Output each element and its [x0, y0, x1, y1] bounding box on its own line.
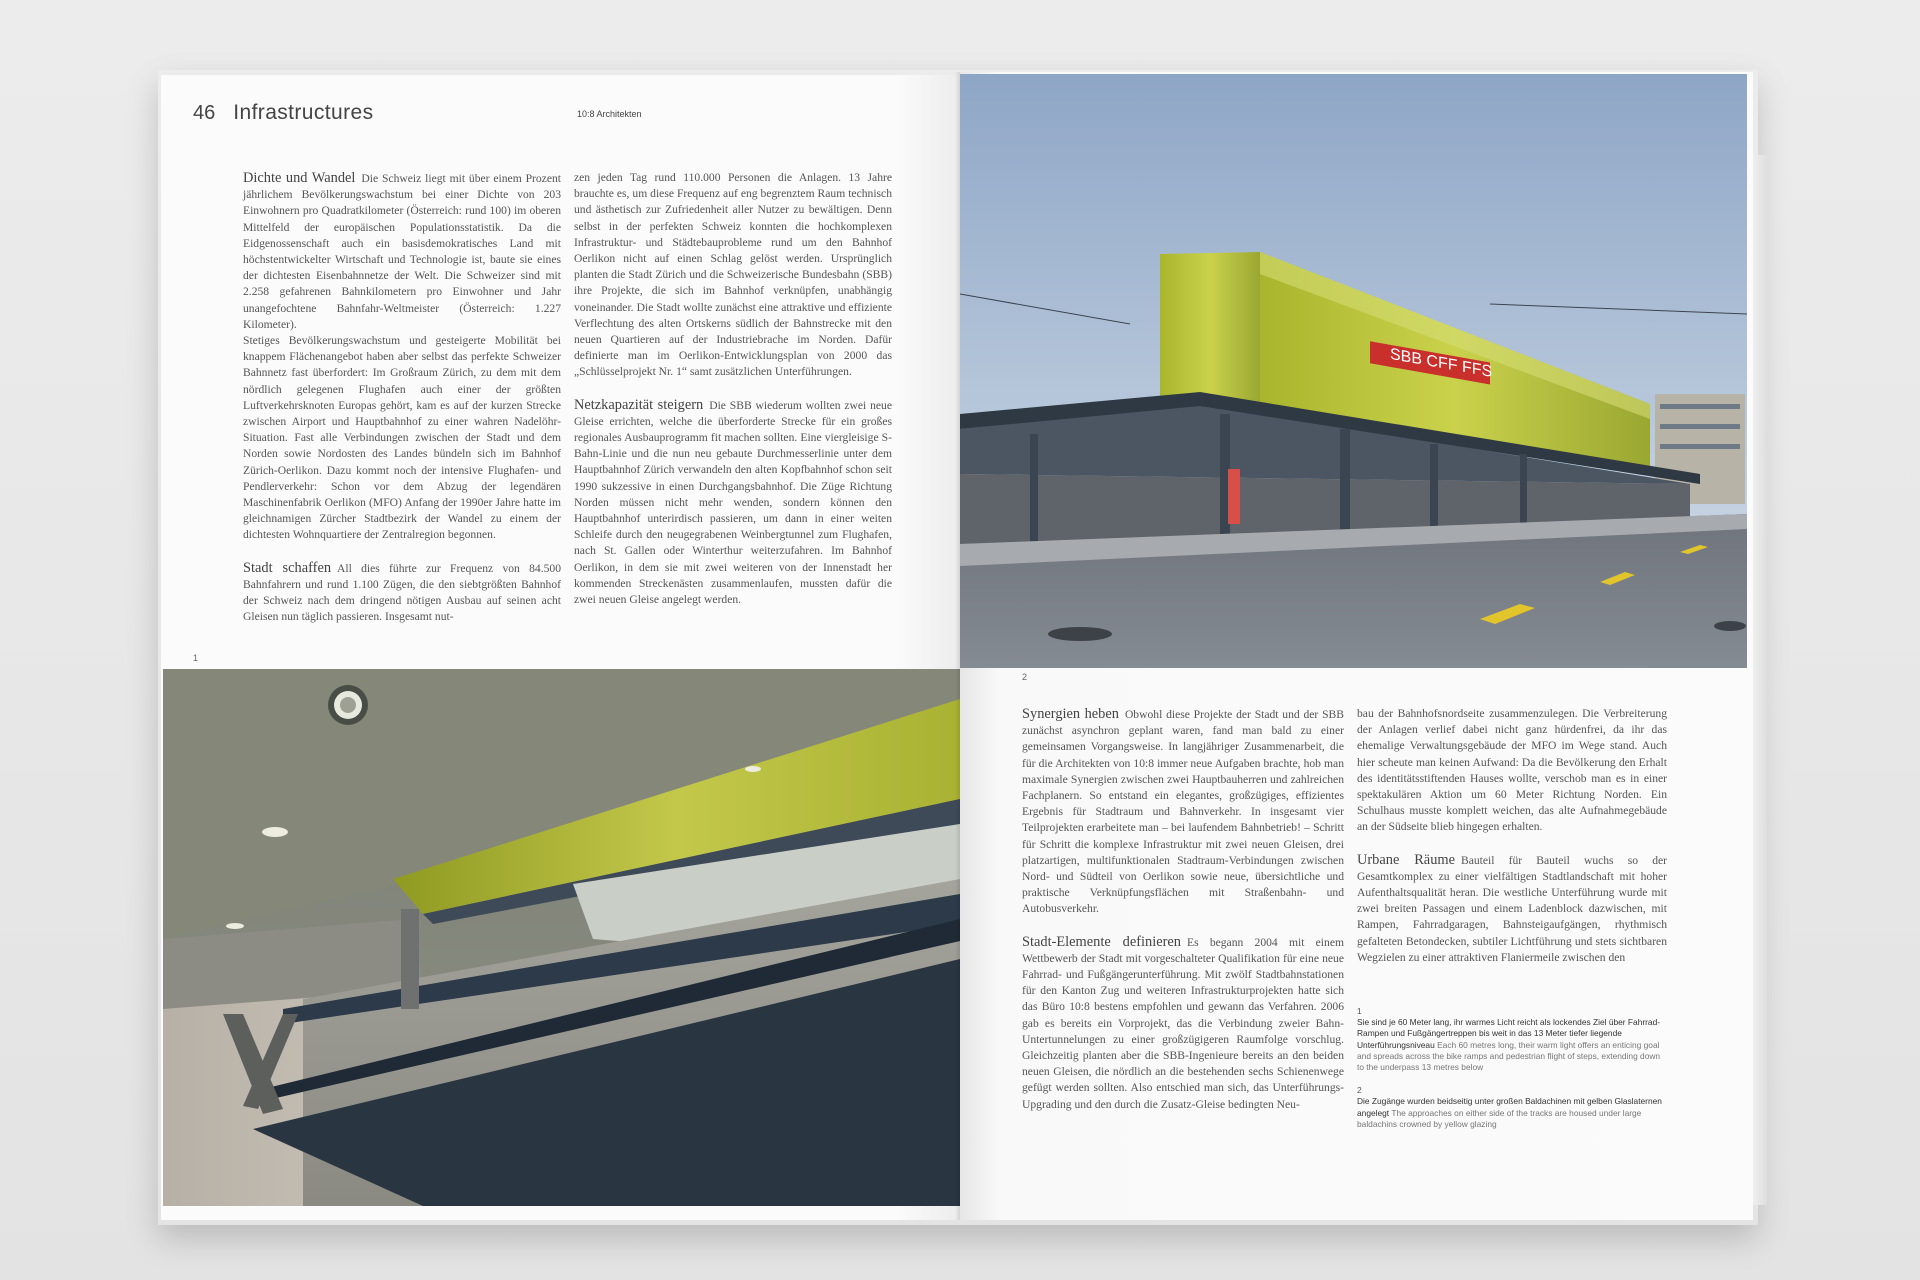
subheading: Dichte und Wandel [243, 170, 356, 186]
page-number: 46 [193, 102, 216, 124]
paragraph [574, 397, 892, 609]
text-column-4 [1357, 706, 1667, 966]
caption-german: Sie sind je 60 Meter lang, ihr warmes Licht reicht als lockendes Ziel über Fahrrad-Rampen und Fußgängertreppen bis weit in das 13 Meter tiefer liegende Unterführungsniveau [1357, 1017, 1661, 1050]
paragraph-text: Obwohl diese Projekte der Stadt und der SBB zunächst asynchron geplant waren, fand man bald zu einer gemeinsamen Vorgangsweise. In langjähriger Zusammenarbeit, die für die Architekten von 10:8 immer neue Aufgaben brachte, hob man maximale Synergien zwischen zwei Hauptbauherren und zahlreichen Fachplanern. So entstand ein elegantes, großzügiges, effizientes Ergebnis für Stadtraum und Bahnverkehr. In insgesamt vier Teilprojekten erarbeitete man – bei laufendem Bahnbetrieb! – Schritt für Schritt die komplexe Infrastruktur mit zwei neuen Gleisen, drei platzartigen, multifunktionalen Stadtraum-Verbindungen zwischen Nord- und Südteil von Oerlikon sowie neue, übersichtliche und praktische Verknüpfungsflächen mit Straßenbahn- und Autobusverkehr. [1022, 708, 1344, 916]
caption-english: The approaches on either side of the tracks are housed under large baldachins crowned by yellow glazing [1357, 1107, 1642, 1129]
text-column-3 [1022, 706, 1344, 1113]
photo-underpass [163, 669, 960, 1206]
paragraph [1022, 706, 1344, 918]
paragraph [1357, 852, 1667, 966]
paragraph [1022, 934, 1344, 1113]
paragraph [243, 170, 561, 333]
running-head: 10:8 Architekten [577, 109, 642, 119]
underpass-illustration [163, 669, 960, 1206]
paragraph-text: All dies führte zur Frequenz von 84.500 Bahnfahrern und rund 1.100 Zügen, die den siebtgrößten Bahnhof der Schweiz nach dem dringend nötigen Ausbau auf seinen acht Gleisen nun täglich passieren. Insgesamt nut- [243, 561, 561, 624]
caption-number: 1 [1357, 1006, 1362, 1016]
right-page [960, 72, 1753, 1220]
paragraph: Stetiges Bevölkerungswachstum und gesteigerte Mobilität bei knappem Flächenangebot haben aber selbst das perfekte Schweizer Bahnnetz fast überfordert: Im Großraum Zürich, zu dem mit dem nördlich gelegenen Flughafen auch einer der größten Luftverkehrsknoten Europas gehört, kam es auf der kurzen Strecke zwischen Airport und Hauptbahnhof zu einer wahren Nadelöhr-Situation. Fast alle Verbindungen zwischen der Stadt und dem Norden sowie Nordosten des Landes bündeln sich im Bahnhof Zürich-Oerlikon. Dazu kommt noch der intensive Flughafen- und Pendlerverkehr: Schon vor dem Abzug der legendären Maschinenfabrik Oerlikon (MFO) Anfang der 1990er Jahre hatte im gleichnamigen Zürcher Stadtbezirk der Wandel zu einem der dichtesten Wohnquartiere der Zentralregion begonnen. [243, 334, 561, 542]
paragraph-text: Bauteil für Bauteil wuchs so der Gesamtkomplex zu einer vielfältigen Stadtlandschaft mit hoher Aufenthaltsqualität heran. Die westliche Unterführung wurde mit zwei breiten Passagen und einem Ladenblock dazwischen, mit Rampen, Fahrradgaragen, Bahnsteigaufgängen, rhythmisch gefalteten Betondecken, subtiler Lichtführung und stets sichtbaren Wegzielen zu einer attraktiven Flaniermeile zwischen den [1357, 853, 1668, 964]
subheading: Synergien heben [1022, 706, 1119, 722]
paragraph: bau der Bahnhofsnordseite zusammenzulegen. Die Verbreiterung der Anlagen verlief dabei nicht ganz hürdenfrei, da ihr das ehemalige Verwaltungsgebäude der MFO im Wege stand. Auch hier scheute man keinen Aufwand: Da die Bevölkerung den Erhalt des identitätsstiftenden Hauses wollte, verschob man es in einer spektakulären Aktion um 60 Meter Richtung Norden. Ein Schulhaus musste komplett weichen, das alte Aufnahmegebäude an der Südseite blieb hingegen erhalten. [1357, 707, 1667, 834]
section-title: Infrastructures [233, 101, 374, 124]
photo-captions [1357, 994, 1667, 1130]
subheading: Stadt schaffen [243, 559, 332, 576]
paragraph: zen jeden Tag rund 110.000 Personen die Anlagen. 13 Jahre brauchte es, um diese Frequenz auf eng begrenztem Raum technisch und ästhetisch zur Zufriedenheit aller Nutzer zu bewältigen. Denn selbst in der perfekten Schweiz konnten die hochkomplexen Infrastruktur- und Städtebauprobleme rund um den Bahnhof Oerlikon nicht auf einen Schlag gelöst werden. Ursprünglich planten die Stadt Zürich und die Schweizerische Bundesbahn (SBB) ihre Projekte, die sich im Bahnhof verknüpfen, unabhängig voneinander. Die Stadt wollte zunächst eine attraktive und effiziente Verflechtung des alten Ortskerns südlich der Bahnstrecke mit den neuen Quartieren auf der Industriebrache im Norden. Dafür definierte man im Oerlikon-Entwicklungsplan von 2000 das „Schlüsselprojekt Nr. 1“ samt zusätzlichen Unterführungen. [574, 171, 892, 379]
left-page [161, 75, 960, 1220]
text-column-2 [574, 170, 892, 608]
caption-english: Each 60 metres long, their warm light offers an enticing goal and spreads across the bike ramps and pedestrian flight of steps, extending down to the underpass 13 metres below [1357, 1039, 1661, 1073]
station-illustration [960, 74, 1747, 668]
photo-number: 2 [1022, 672, 1028, 682]
paragraph-text: Die Schweiz liegt mit über einem Prozent jährlichem Bevölkerungswachstum bei einer Dichte von 203 Einwohnern pro Quadratkilometer (Österreich: rund 100) im oberen Mittelfeld der europäischen Populationsstatistik. Da die Eidgenossenschaft auch ein basisdemokratisches Land mit höchstentwickelter Wirtschaft und Technologie ist, baute sie eines der dichtesten Eisenbahnnetze der Welt. Die Schweizer sind mit 2.258 gefahrenen Bahnkilometern pro Einwohner und Jahr unangefochtene Bahnfahr-Weltmeister (Österreich: 1.227 Kilometer). [243, 172, 561, 331]
subheading: Stadt-Elemente definieren [1022, 933, 1181, 950]
caption-2 [1357, 1085, 1667, 1130]
caption-german: Die Zugänge wurden beidseitig unter großen Baldachinen mit gelben Glaslaternen angelegt [1357, 1096, 1662, 1118]
caption-number: 2 [1357, 1085, 1362, 1096]
photo-number: 1 [193, 653, 199, 663]
caption-1 [1357, 1006, 1667, 1073]
page-header [193, 101, 373, 125]
station-sign: SBB CFF FFS [1390, 344, 1493, 381]
paragraph [243, 560, 561, 626]
subheading: Urbane Räume [1357, 851, 1455, 868]
text-column-1 [243, 170, 561, 625]
subheading: Netzkapazität steigern [574, 396, 704, 413]
paragraph-text: Es begann 2004 mit einem Wettbewerb der Stadt mit vorgeschalteter Qualifikation für eine neue Fahrrad- und Fußgängerunterführung. Mit zwölf Stadtbahnstationen für den Kanton Zug und weiteren Infrastrukturprojekten hatte sich das Büro 10:8 bestens empfohlen und gewann das Verfahren. 2006 gab es bereits ein Vorprojekt, das die Verbindung zweier Bahn-Untertunnelungen zu einer großzügigeren Raumfolge vorschlug. Gleichzeitig planten aber die SBB-Ingenieure bereits an den beiden neuen Gleisen, die nördlich an die bestehenden sechs Schienenwege gefügt werden sollten. Also entschied man sich, das Unterführungs-Upgrading und den durch die Zusatz-Gleise bedingten Neu- [1022, 935, 1344, 1111]
paragraph-text: Die SBB wiederum wollten zwei neue Gleise errichten, welche die überforderte Strecke für ein großes regionales Ausbauprogramm fit machen sollten. Eine viergleisige S-Bahn-Linie und die nun neu gebaute Durchmesserlinie unter dem Hauptbahnhof Zürich verwandeln den alten Kopfbahnhof schon seit 1990 sukzessive in einen Durchgangsbahnhof. Die Züge Richtung Norden müssen nicht mehr wenden, sondern können den Hauptbahnhof unterirdisch passieren, um dann in einer weiten Schleife durch den neugegrabenen Weinbergtunnel zum Flughafen, nach St. Gallen oder Winterthur weiterzufahren. Im Bahnhof Oerlikon, in dem sie mit zwei weiteren von der Innenstadt her kommenden Streckenästen zusammenlaufen, mussten dafür die zwei neuen Gleise angelegt werden. [574, 398, 892, 607]
photo-station-exterior [960, 74, 1747, 668]
